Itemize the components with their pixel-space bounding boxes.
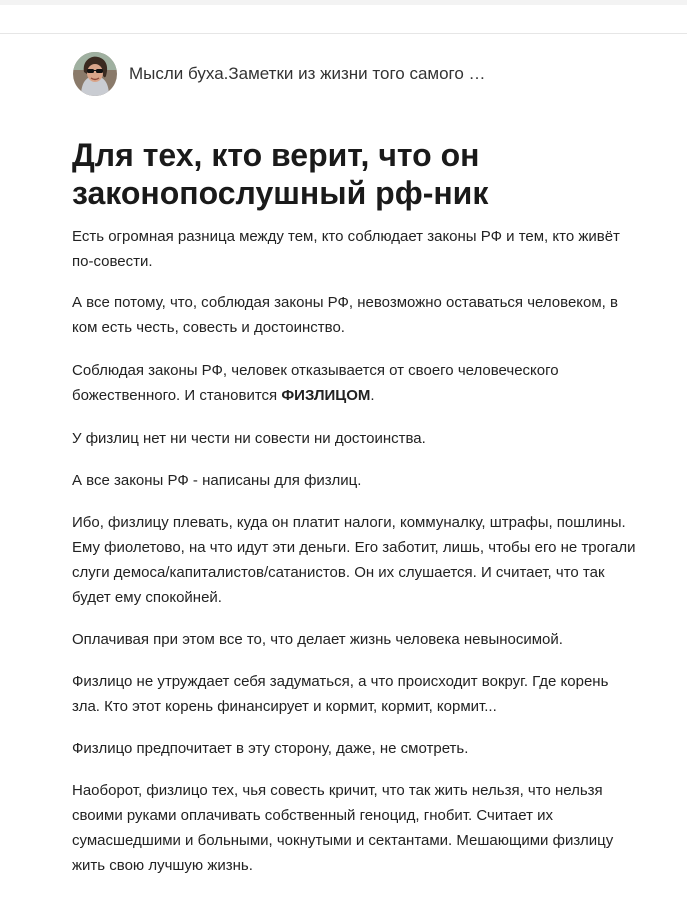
paragraph: У физлиц нет ни чести ни совести ни достоинства. <box>72 430 426 447</box>
paragraph: Есть огромная разница между тем, кто соблюдает законы РФ и тем, кто живёт по-совести. <box>72 228 620 270</box>
paragraph: А все потому, что, соблюдая законы РФ, невозможно оставаться человеком, в ком есть честь, совесть и достоинство. <box>72 294 618 336</box>
channel-name[interactable]: Мысли буха.Заметки из жизни того самого … <box>129 64 486 83</box>
bold-term: ФИЗЛИЦОМ <box>281 387 371 404</box>
top-strip <box>0 0 687 5</box>
paragraph <box>72 358 638 408</box>
paragraph-text: Соблюдая законы РФ, человек отказывается от своего человеческого божественного. И становится <box>72 362 559 404</box>
channel-header[interactable] <box>73 52 486 96</box>
article-title: Для тех, кто верит, что он законопослушный рф-ник <box>72 137 489 211</box>
paragraph-end: . <box>370 387 375 404</box>
avatar[interactable] <box>73 52 117 96</box>
paragraph: Оплачивая при этом все то, что делает жизнь человека невыносимой. <box>72 631 563 648</box>
paragraph: Наоборот, физлицо тех, чья совесть кричит, что так жить нельзя, что нельзя своими руками оплачивать собственный геноцид, гнобит. Считает их сумасшедшими и больными, чокнутыми и сектантами. Мешающими физлицу жить свою лучшую жизнь. <box>72 782 614 874</box>
paragraph: Физлицо предпочитает в эту сторону, даже, не смотреть. <box>72 740 469 757</box>
paragraph: Ибо, физлицу плевать, куда он платит налоги, коммуналку, штрафы, пошлины. Ему фиолетово, на что идут эти деньги. Его заботит, лишь, чтобы его не трогали слуги демоса/капиталистов/сатанистов. Он их слушается. И считает, что так будет ему спокойней. <box>72 514 636 606</box>
paragraph: А все законы РФ - написаны для физлиц. <box>72 472 362 489</box>
article <box>72 136 638 878</box>
paragraph: Физлицо не утруждает себя задуматься, а что происходит вокруг. Где корень зла. Кто этот корень финансирует и кормит, кормит, кормит... <box>72 673 609 715</box>
top-bar <box>0 0 687 34</box>
avatar-image <box>73 52 117 96</box>
